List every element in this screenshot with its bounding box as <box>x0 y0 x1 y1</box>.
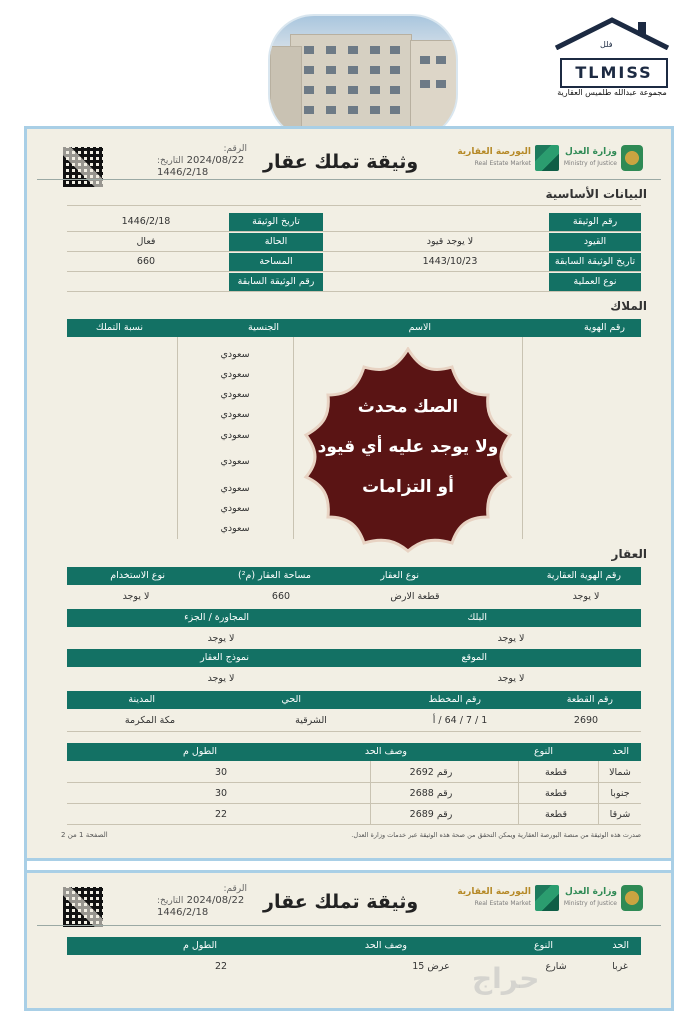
owners-col-nationality: الجنسية <box>248 322 279 333</box>
property-header-3: الموقع نموذج العقار <box>67 649 641 667</box>
owner-nationality-4: سعودي <box>220 409 250 420</box>
property-area-value: 660 <box>271 591 291 602</box>
owners-col-id: رقم الهوية <box>583 322 625 333</box>
label-doc-date: تاريخ الوثيقة <box>229 213 323 231</box>
owner-nationality-1: سعودي <box>220 349 250 360</box>
plan-number-value: 1 / 7 / 64 / أ <box>432 715 488 726</box>
bound-desc-1: رقم 2692 <box>409 767 453 778</box>
bound-dir-4: غربا <box>612 961 628 972</box>
adjacent-value: لا يوجد <box>207 633 235 644</box>
brand-logo <box>548 16 676 96</box>
property-type-value: قطعة الارض <box>390 591 440 602</box>
bound-length-1: 30 <box>214 767 228 778</box>
badge-line-3: أو التزامات <box>362 477 454 497</box>
badge-line-1: الصك محدث <box>357 397 459 417</box>
document-date: الرقم: 2024/08/22 التاريخ: 1446/2/18 <box>157 144 247 178</box>
document-title: وثيقة تملك عقار <box>263 151 419 173</box>
bound-length-3: 22 <box>214 809 228 820</box>
owner-nationality-5: سعودي <box>220 430 250 441</box>
plot-number-value: 2690 <box>573 715 599 726</box>
page-number: الصفحة 1 من 2 <box>61 831 108 839</box>
building-photo <box>268 14 458 140</box>
district-value: الشرقية <box>295 715 327 726</box>
header-divider <box>37 179 661 180</box>
page-separator <box>27 858 671 873</box>
bound-dir-3: شرقا <box>609 809 631 820</box>
qr-code[interactable] <box>63 147 103 187</box>
real-estate-emblem-icon <box>535 885 559 911</box>
bounds-header-page2: الحد النوع وصف الحد الطول م <box>67 937 641 955</box>
bound-type-3: قطعة <box>544 809 567 820</box>
owners-title: الملاك <box>610 299 647 313</box>
label-status: الحالة <box>229 233 323 251</box>
ministry-emblem-icon <box>621 885 643 911</box>
footer-note: صدرت هذه الوثيقة من منصة البورصة العقارية ويمكن التحقق من صحة هذه الوثيقة عبر خدمات وزارة العدل. <box>351 831 641 839</box>
bound-type-4: شارع <box>545 961 567 972</box>
property-usage-value: لا يوجد <box>122 591 150 602</box>
value-doc-date: 1446/2/18 <box>121 216 171 227</box>
label-doc-no: رقم الوثيقة <box>549 213 641 231</box>
status-badge <box>292 347 524 553</box>
block-value: لا يوجد <box>497 633 525 644</box>
brand-roof-label: فلل <box>600 40 613 49</box>
brand-subtitle: مجموعة عبدالله طلميس العقارية <box>557 88 667 97</box>
bound-desc-4: عرض 15 <box>412 961 450 972</box>
ministry-logo: وزارة العدل Ministry of Justice <box>567 145 643 173</box>
label-op-type: نوع العملية <box>549 273 641 291</box>
bound-type-1: قطعة <box>544 767 567 778</box>
bound-type-2: قطعة <box>544 788 567 799</box>
label-prev-date: تاريخ الوثيقة السابقة <box>549 253 641 271</box>
owners-header <box>67 319 641 337</box>
document-date-page2: الرقم: 2024/08/22 التاريخ: 1446/2/18 <box>157 884 247 918</box>
owners-col-name: الاسم <box>408 322 431 333</box>
document-title-page2: وثيقة تملك عقار <box>263 891 419 913</box>
owners-col-share: نسبة التملك <box>95 322 143 333</box>
bound-desc-3: رقم 2689 <box>409 809 453 820</box>
brand-name: TLMISS <box>560 58 668 88</box>
bounds-header: الحد النوع وصف الحد الطول م <box>67 743 641 761</box>
owner-nationality-6: سعودي <box>220 456 250 467</box>
owner-nationality-7: سعودي <box>220 483 250 494</box>
bound-length-2: 30 <box>214 788 228 799</box>
city-value: مكة المكرمة <box>124 715 176 726</box>
ministry-logo-page2: وزارة العدل Ministry of Justice <box>567 885 643 913</box>
owner-nationality-2: سعودي <box>220 369 250 380</box>
property-id-value: لا يوجد <box>572 591 600 602</box>
watermark-logo: حراج <box>472 962 540 995</box>
bound-length-4: 22 <box>214 961 228 972</box>
real-estate-logo-page2: البورصة العقارية Real Estate Market <box>475 885 559 913</box>
property-header-2: البلك المجاورة / الجزء <box>67 609 641 627</box>
property-title: العقار <box>611 547 647 561</box>
label-prev-no: رقم الوثيقة السابقة <box>229 273 323 291</box>
label-restrictions: القيود <box>549 233 641 251</box>
value-restrictions: لا يوجد قيود <box>426 236 474 247</box>
basic-data-title: البيانات الأساسية <box>545 187 647 201</box>
real-estate-logo: البورصة العقارية Real Estate Market <box>475 145 559 173</box>
value-prev-date: 1443/10/23 <box>422 256 478 267</box>
location-value: لا يوجد <box>497 673 525 684</box>
value-status: فعال <box>136 236 156 247</box>
owner-nationality-8: سعودي <box>220 503 250 514</box>
badge-line-2: ولا يوجد عليه أي قيود <box>317 437 499 457</box>
bound-dir-2: جنوبا <box>610 788 630 799</box>
real-estate-emblem-icon <box>535 145 559 171</box>
ministry-emblem-icon <box>621 145 643 171</box>
bound-desc-2: رقم 2688 <box>409 788 453 799</box>
property-header-1: رقم الهوية العقارية نوع العقار مساحة العقار (م²) نوع الاستخدام <box>67 567 641 585</box>
bound-dir-1: شمالا <box>609 767 631 778</box>
value-area: 660 <box>136 256 156 267</box>
owner-nationality-3: سعودي <box>220 389 250 400</box>
owner-nationality-9: سعودي <box>220 523 250 534</box>
document-sheet <box>24 126 674 1011</box>
label-area: المساحة <box>229 253 323 271</box>
property-header-4: رقم القطعة رقم المخطط الحي المدينة <box>67 691 641 709</box>
model-value: لا يوجد <box>207 673 235 684</box>
qr-code-page2[interactable] <box>63 887 103 927</box>
